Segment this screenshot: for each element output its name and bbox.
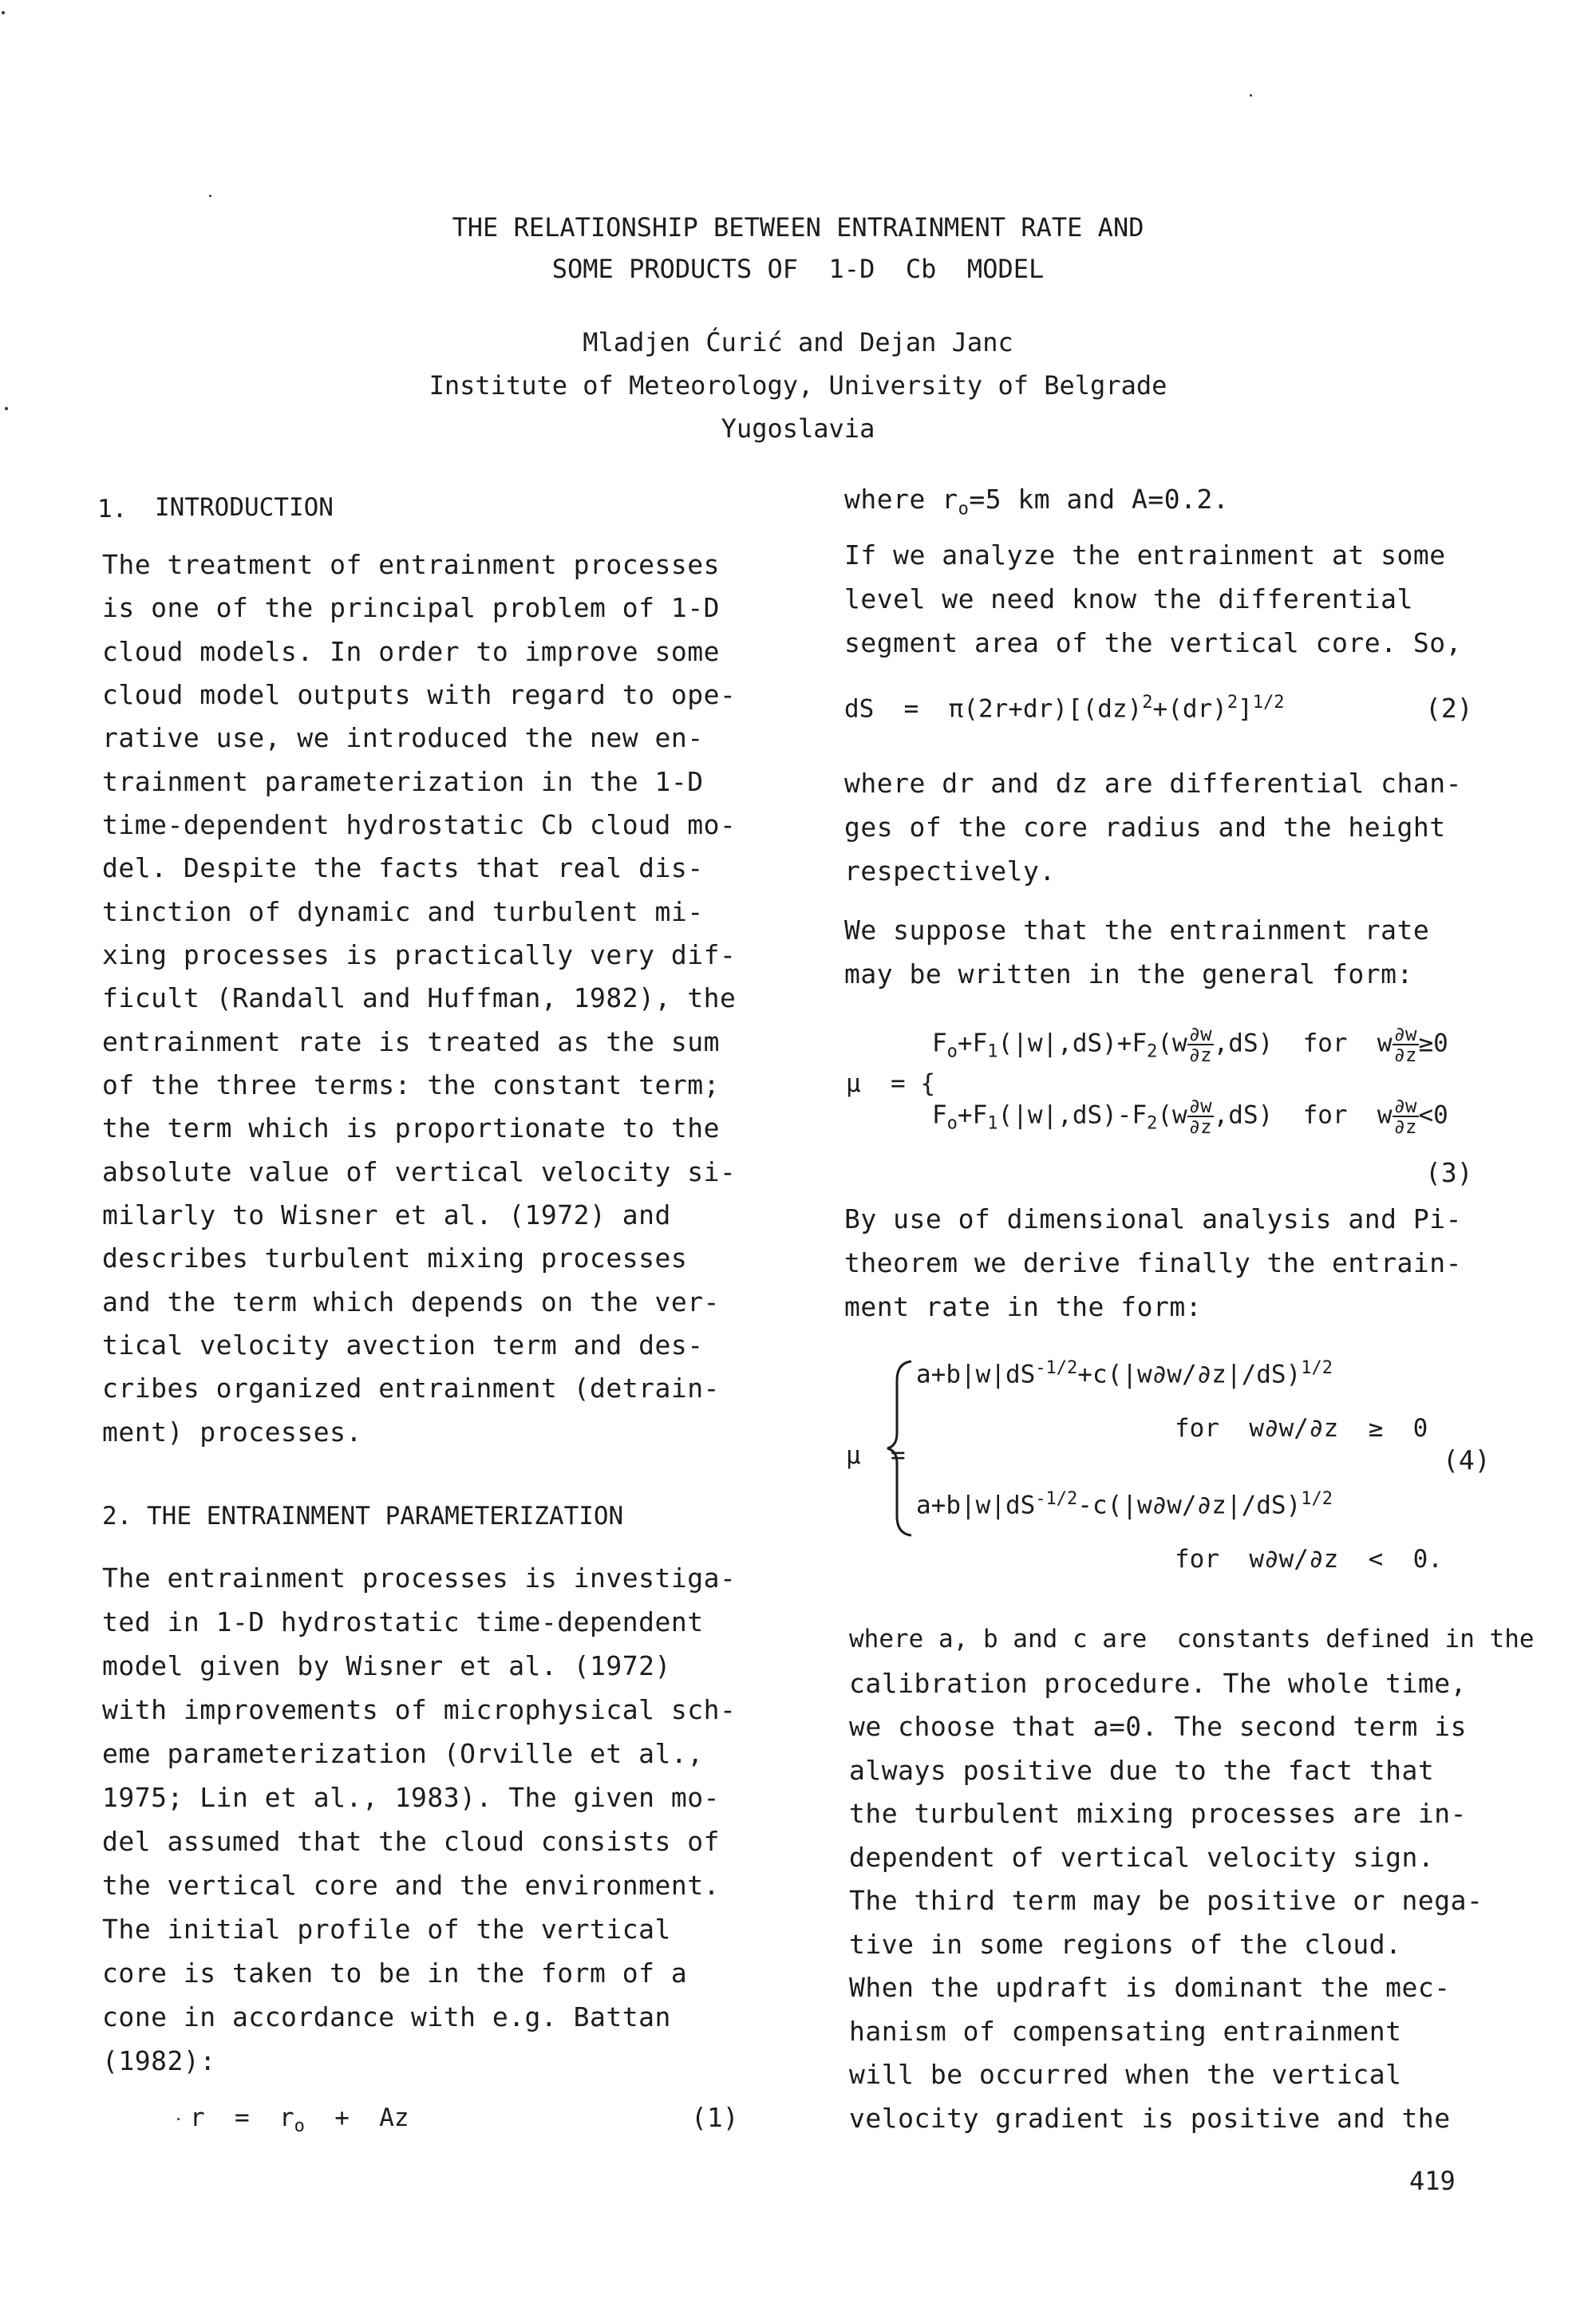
text-line: where dr and dz are differential chan- xyxy=(844,768,1462,799)
page-number: 419 xyxy=(1409,2166,1456,2196)
equation-3-lhs: μ = { xyxy=(846,1069,935,1098)
param-line: The entrainment processes is investiga- xyxy=(102,1562,737,1594)
equation-4-condition-2: for w∂w/∂z < 0. xyxy=(1175,1545,1443,1574)
section-2-title: 2. THE ENTRAINMENT PARAMETERIZATION xyxy=(102,1502,624,1531)
text-line: theorem we derive finally the entrain- xyxy=(844,1247,1462,1278)
equation-2-number: (2) xyxy=(1425,693,1473,724)
intro-line: milarly to Wisner et al. (1972) and xyxy=(102,1199,671,1231)
equation-3-number: (3) xyxy=(1425,1157,1473,1188)
scan-speck xyxy=(5,407,8,410)
intro-line: tical velocity avection term and des- xyxy=(102,1329,704,1361)
text-line: may be written in the general form: xyxy=(844,958,1413,990)
intro-line: of the three terms: the constant term; xyxy=(102,1069,720,1100)
text-line: we choose that a=0. The second term is xyxy=(849,1711,1467,1742)
text-line: the turbulent mixing processes are in- xyxy=(849,1798,1467,1829)
scan-speck xyxy=(2,11,5,14)
text-line: velocity gradient is positive and the xyxy=(849,2103,1451,2134)
equation-1: $r = r_o + Az$ xyxy=(190,2104,409,2137)
text-line: By use of dimensional analysis and Pi- xyxy=(844,1203,1462,1234)
intro-line: time-dependent hydrostatic Cb cloud mo- xyxy=(102,809,737,840)
text-line: will be occurred when the vertical xyxy=(849,2059,1402,2090)
text-line: always positive due to the fact that xyxy=(849,1755,1435,1786)
text-line: where a, b and c are constants defined in the xyxy=(849,1625,1535,1653)
text-line: level we need know the differential xyxy=(844,583,1413,614)
intro-line: xing processes is practically very dif- xyxy=(102,939,737,970)
intro-line: tinction of dynamic and turbulent mi- xyxy=(102,896,704,927)
equation-4-case-2: $a+b|w|dS^{-1/2}-c(|w\partial w/\partial z|/dS)^{1/2}$ xyxy=(916,1489,1333,1520)
paper-country: Yugoslavia xyxy=(721,413,875,444)
text-line: respectively. xyxy=(844,855,1056,887)
intro-line: is one of the principal problem of 1-D xyxy=(102,592,720,623)
intro-line: rative use, we introduced the new en- xyxy=(102,722,704,753)
param-line: ted in 1-D hydrostatic time-dependent xyxy=(102,1606,704,1637)
intro-line: entrainment rate is treated as the sum xyxy=(102,1026,720,1057)
intro-line: ment) processes. xyxy=(102,1416,362,1448)
text-line: calibration procedure. The whole time, xyxy=(849,1668,1467,1699)
scan-speck xyxy=(1250,94,1252,97)
equation-3-case-1: $F_o+F_1(|w|,dS)+F_2(w$ $\frac{\partial w}{\partial z}$ ,dS) for w $\frac{\partial w}{\partial z}$ ≥0 xyxy=(932,1023,1448,1066)
text-line: segment area of the vertical core. So, xyxy=(844,627,1462,658)
param-line: The initial profile of the vertical xyxy=(102,1914,671,1945)
intro-line: the term which is proportionate to the xyxy=(102,1112,720,1144)
scan-speck xyxy=(209,195,211,197)
text-line: We suppose that the entrainment rate xyxy=(844,914,1430,946)
intro-line: ficult (Randall and Huffman, 1982), the xyxy=(102,982,737,1013)
intro-line: trainment parameterization in the 1-D xyxy=(102,766,704,797)
equation-2: dS = $\pi(2r+dr)[(dz)^2+(dr)^2]^{1/2}$ xyxy=(844,693,1285,724)
text-line: tive in some regions of the cloud. xyxy=(849,1929,1402,1960)
equation-4-condition-1: for w∂w/∂z ≥ 0 xyxy=(1175,1414,1428,1443)
scan-speck xyxy=(177,2118,180,2120)
text-line: ges of the core radius and the height xyxy=(844,812,1446,843)
section-1-title: INTRODUCTION xyxy=(155,493,334,522)
intro-line: absolute value of vertical velocity si- xyxy=(102,1156,737,1187)
paper-affiliation: Institute of Meteorology, University of Belgrade xyxy=(429,370,1167,401)
param-line: model given by Wisner et al. (1972) xyxy=(102,1650,671,1681)
text-line: The third term may be positive or nega- xyxy=(849,1885,1483,1916)
intro-line: cribes organized entrainment (detrain- xyxy=(102,1373,720,1404)
equation-1-number: (1) xyxy=(691,2102,739,2133)
param-line: cone in accordance with e.g. Battan xyxy=(102,2001,671,2032)
intro-line: describes turbulent mixing processes xyxy=(102,1242,688,1274)
intro-line: and the term which depends on the ver- xyxy=(102,1286,720,1317)
param-line: del assumed that the cloud consists of xyxy=(102,1826,720,1857)
section-1-number: 1. xyxy=(97,495,128,523)
param-line: (1982): xyxy=(102,2045,216,2076)
paper-authors: Mladjen Ćurić and Dejan Janc xyxy=(583,327,1013,357)
equation-4-case-1: $a+b|w|dS^{-1/2}+c(|w\partial w/\partial z|/dS)^{1/2}$ xyxy=(916,1358,1333,1389)
intro-line: cloud models. In order to improve some xyxy=(102,636,720,667)
intro-line: cloud model outputs with regard to ope- xyxy=(102,679,737,710)
paper-title-line-1: THE RELATIONSHIP BETWEEN ENTRAINMENT RATE AND xyxy=(452,212,1144,243)
intro-line: del. Despite the facts that real dis- xyxy=(102,852,704,883)
text-line: If we analyze the entrainment at some xyxy=(844,539,1446,571)
paper-title-line-2: SOME PRODUCTS OF 1-D Cb MODEL xyxy=(551,254,1045,284)
param-line: core is taken to be in the form of a xyxy=(102,1957,688,1989)
text-line: hanism of compensating entrainment xyxy=(849,2016,1402,2047)
equation-4-number: (4) xyxy=(1443,1444,1491,1475)
equation-3-case-2: $F_o+F_1(|w|,dS)-F_2(w$ $\frac{\partial w}{\partial z}$ ,dS) for w $\frac{\partial w}{\partial z}$ <0 xyxy=(932,1095,1448,1138)
text-line: ment rate in the form: xyxy=(844,1291,1203,1322)
param-line: the vertical core and the environment. xyxy=(102,1870,720,1901)
text-line: dependent of vertical velocity sign. xyxy=(849,1842,1435,1873)
param-line: eme parameterization (Orville et al., xyxy=(102,1738,704,1769)
equation-4-brace xyxy=(884,1357,916,1540)
equation-4-lhs: μ = xyxy=(846,1441,906,1470)
param-line: with improvements of microphysical sch- xyxy=(102,1694,737,1725)
text-line: When the updraft is dominant the mec- xyxy=(849,1972,1451,2003)
param-line: 1975; Lin et al., 1983). The given mo- xyxy=(102,1782,720,1813)
where-r0-line: where $r_o=5$ km and A=0.2. xyxy=(844,484,1230,519)
intro-line: The treatment of entrainment processes xyxy=(102,549,720,580)
